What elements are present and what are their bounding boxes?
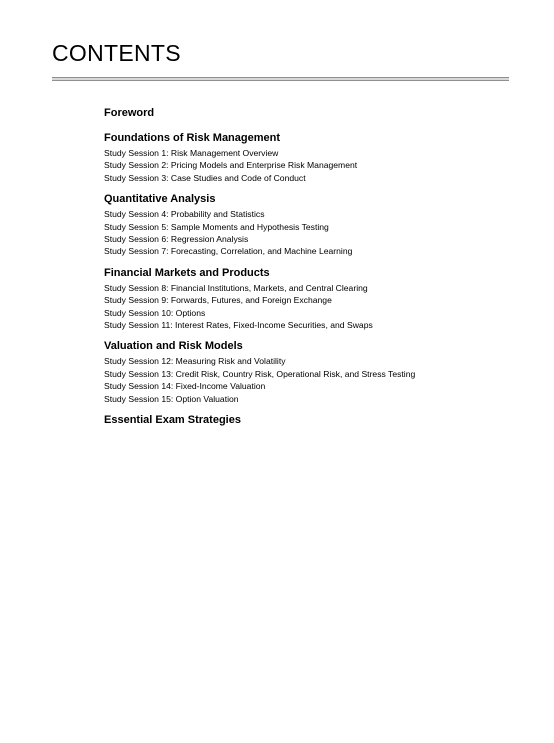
toc-essential-exam-strategies-link[interactable]: Essential Exam Strategies bbox=[104, 414, 241, 427]
toc-section-heading[interactable]: Foundations of Risk Management bbox=[104, 132, 281, 144]
toc-entry-study-session-13[interactable]: Study Session 13: Credit Risk, Country Risk, Operational Risk, and Stress Testing bbox=[104, 368, 416, 379]
toc-foreword-link[interactable]: Foreword bbox=[104, 107, 155, 119]
toc-section-financial-markets bbox=[104, 266, 514, 332]
toc-section-valuation bbox=[104, 339, 514, 405]
toc-section-quantitative bbox=[104, 192, 514, 258]
toc-entry-study-session-10[interactable]: Study Session 10: Options bbox=[104, 307, 206, 318]
toc-entry-study-session-11[interactable]: Study Session 11: Interest Rates, Fixed-Income Securities, and Swaps bbox=[104, 320, 373, 331]
toc-section-foundations bbox=[104, 131, 514, 184]
page-title: CONTENTS bbox=[52, 40, 181, 66]
toc-entry-study-session-9[interactable]: Study Session 9: Forwards, Futures, and Foreign Exchange bbox=[104, 295, 332, 306]
toc-entry-study-session-6[interactable]: Study Session 6: Regression Analysis bbox=[104, 234, 249, 245]
title-divider bbox=[52, 77, 509, 81]
toc-entry-study-session-5[interactable]: Study Session 5: Sample Moments and Hypothesis Testing bbox=[104, 221, 329, 232]
toc-entry-study-session-8[interactable]: Study Session 8: Financial Institutions, Markets, and Central Clearing bbox=[104, 282, 368, 293]
toc-entry-study-session-12[interactable]: Study Session 12: Measuring Risk and Volatility bbox=[104, 356, 286, 367]
toc-entry-study-session-15[interactable]: Study Session 15: Option Valuation bbox=[104, 393, 239, 404]
toc-entry-study-session-14[interactable]: Study Session 14: Fixed-Income Valuation bbox=[104, 381, 266, 392]
toc-entry-study-session-1[interactable]: Study Session 1: Risk Management Overview bbox=[104, 148, 279, 158]
toc-entry-study-session-2[interactable]: Study Session 2: Pricing Models and Enterprise Risk Management bbox=[104, 160, 358, 171]
toc-section-heading[interactable]: Valuation and Risk Models bbox=[104, 340, 243, 353]
toc-entry-study-session-7[interactable]: Study Session 7: Forecasting, Correlation, and Machine Learning bbox=[104, 246, 353, 257]
toc-section-heading[interactable]: Financial Markets and Products bbox=[104, 266, 270, 279]
toc-section-heading[interactable]: Quantitative Analysis bbox=[104, 193, 216, 206]
toc-entry-study-session-3[interactable]: Study Session 3: Case Studies and Code of Conduct bbox=[104, 172, 306, 183]
toc-entry-study-session-4[interactable]: Study Session 4: Probability and Statistics bbox=[104, 209, 265, 220]
table-of-contents bbox=[104, 106, 514, 429]
